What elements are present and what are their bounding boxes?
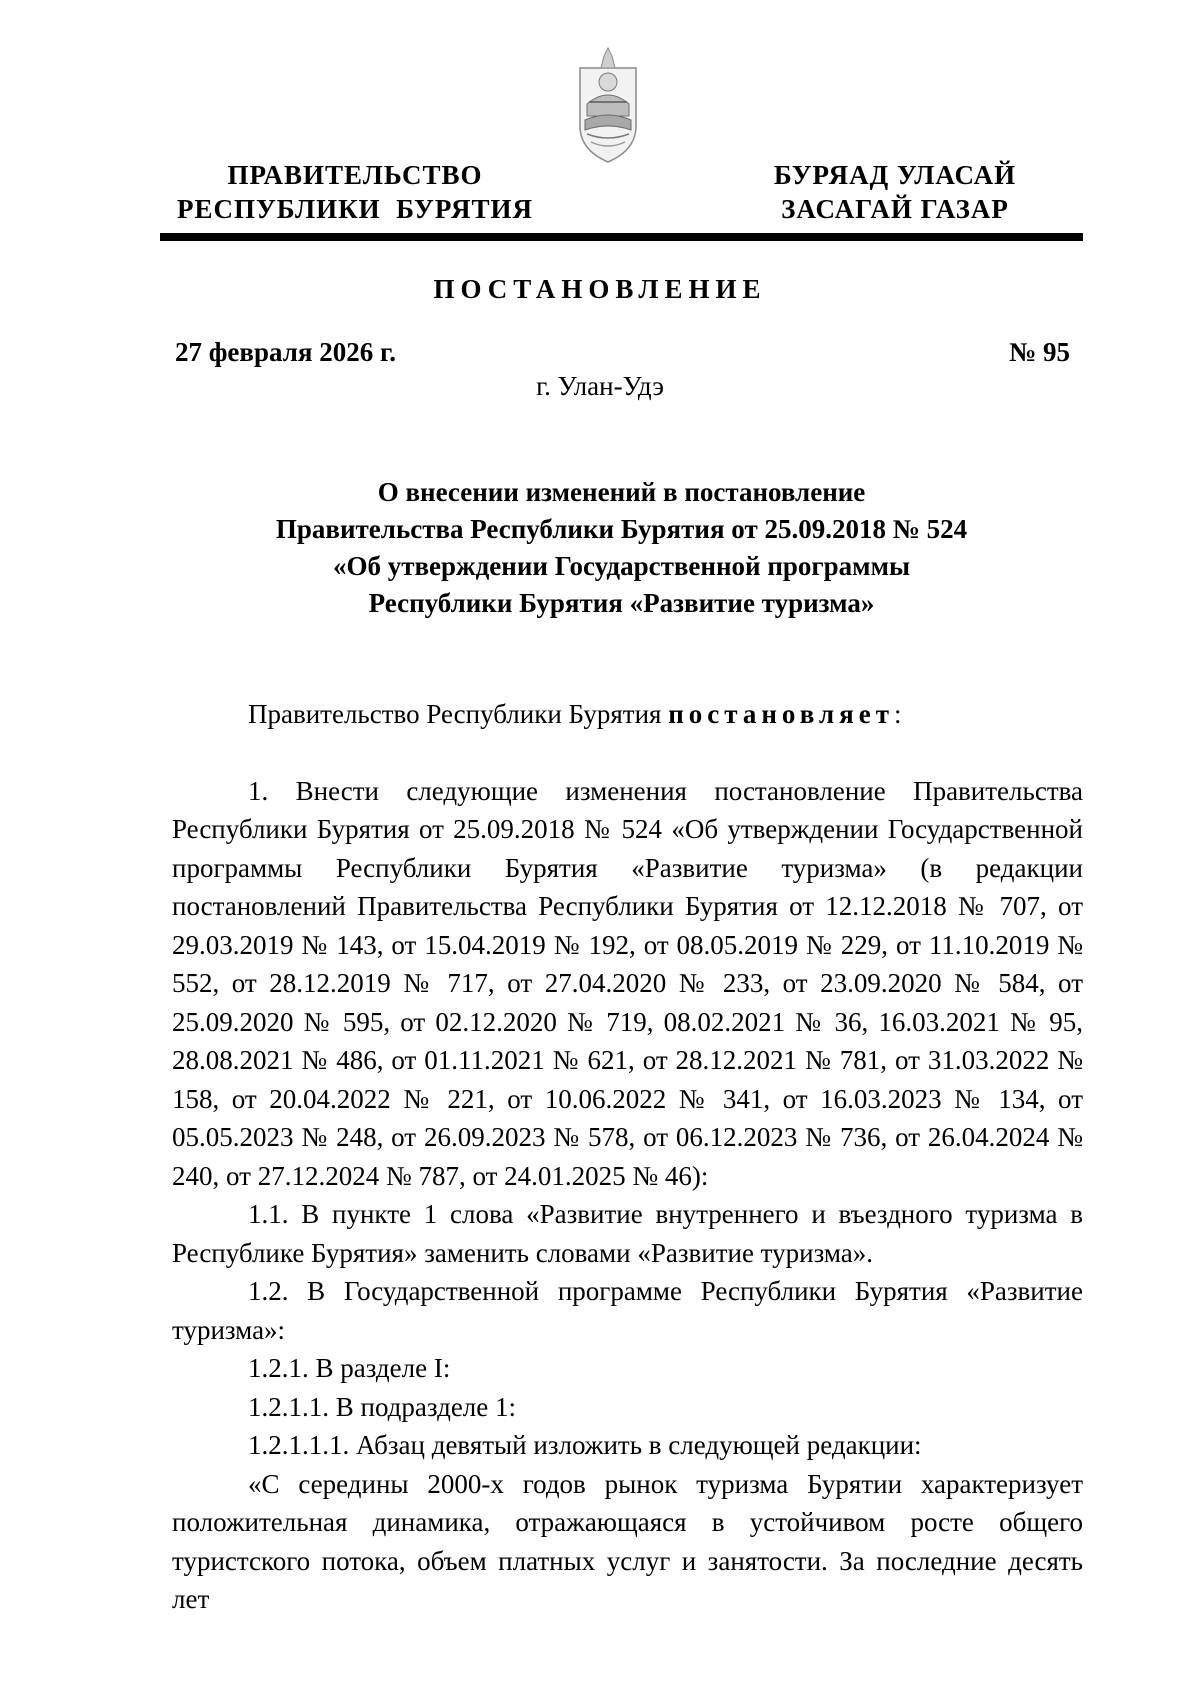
paragraph-1-2: 1.2. В Государственной программе Республики Бурятия «Развитие туризма»:	[172, 1276, 1083, 1345]
government-header-bua	[730, 158, 1060, 226]
document-date: 27 февраля 2026 г.	[175, 337, 396, 367]
paragraph-1-2-1-1-1: 1.2.1.1.1. Абзац девятый изложить в следующей редакции:	[248, 1430, 922, 1460]
paragraph-1-2-1: 1.2.1. В разделе I:	[248, 1353, 451, 1383]
document-type: ПОСТАНОВЛЕНИЕ	[433, 274, 767, 304]
intro-verb: постановляет	[668, 699, 894, 729]
paragraph-1: 1. Внести следующие изменения постановление Правительства Республики Бурятия от 25.09.2018 № 524 «Об утверждении Государственной программы Республики Бурятия «Развитие туризма» (в редакции постановлений Правительства Республики Бурятия от 12.12.2018 № 707, от 29.03.2019 № 143, от 15.04.2019 № 192, от 08.05.2019 № 229, от 11.10.2019 № 552, от 28.12.2019 № 717, от 27.04.2020 № 233, от 23.09.2020 № 584, от 25.09.2020 № 595, от 02.12.2020 № 719, 08.02.2021 № 36, 16.03.2021 № 95, 28.08.2021 № 486, от 01.11.2021 № 621, от 28.12.2021 № 781, от 31.03.2022 № 158, от 20.04.2022 № 221, от 10.06.2022 № 341, от 16.03.2023 № 134, от 05.05.2023 № 248, от 26.09.2023 № 578, от 06.12.2023 № 736, от 26.04.2024 № 240, от 27.12.2024 № 787, от 24.01.2025 № 46):	[172, 775, 1083, 1191]
intro-prefix: Правительство Республики Бурятия	[248, 699, 669, 729]
document-city: г. Улан-Удэ	[536, 371, 664, 401]
paragraph-1-1: 1.1. В пункте 1 слова «Развитие внутреннего и въездного туризма в Республике Бурятия» заменить словами «Развитие туризма».	[172, 1199, 1083, 1268]
caption-line3: «Об утверждении Государственной программы	[332, 551, 911, 581]
intro-suffix: :	[893, 699, 902, 729]
header-bua-line2: ЗАСАГАЙ ГАЗАР	[781, 194, 1009, 224]
document-caption	[160, 474, 1083, 622]
header-ru-line2: РЕСПУБЛИКИ БУРЯТИЯ	[176, 194, 534, 224]
intro-paragraph	[172, 695, 1083, 734]
header-bua-line1: БУРЯАД УЛАСАЙ	[773, 160, 1017, 190]
coat-of-arms-icon	[575, 46, 641, 164]
header-divider	[160, 233, 1083, 241]
caption-line2: Правительства Республики Бурятия от 25.09.2018 № 524	[275, 514, 968, 544]
quoted-paragraph: «С середины 2000-х годов рынок туризма Бурятии характеризует положительная динамика, отражающаяся в устойчивом росте общего туристского потока, объем платных услуг и занятости. За последние десять лет	[172, 1468, 1083, 1614]
header-ru-line1: ПРАВИТЕЛЬСТВО	[227, 160, 483, 190]
document-number: № 95	[1009, 337, 1070, 367]
paragraph-1-2-1-1: 1.2.1.1. В подразделе 1:	[248, 1391, 517, 1422]
caption-line1: О внесении изменений в постановление	[377, 477, 866, 507]
caption-line4: Республики Бурятия «Развитие туризма»	[368, 588, 875, 618]
document-body	[172, 695, 1083, 1619]
government-header-ru	[160, 158, 550, 226]
